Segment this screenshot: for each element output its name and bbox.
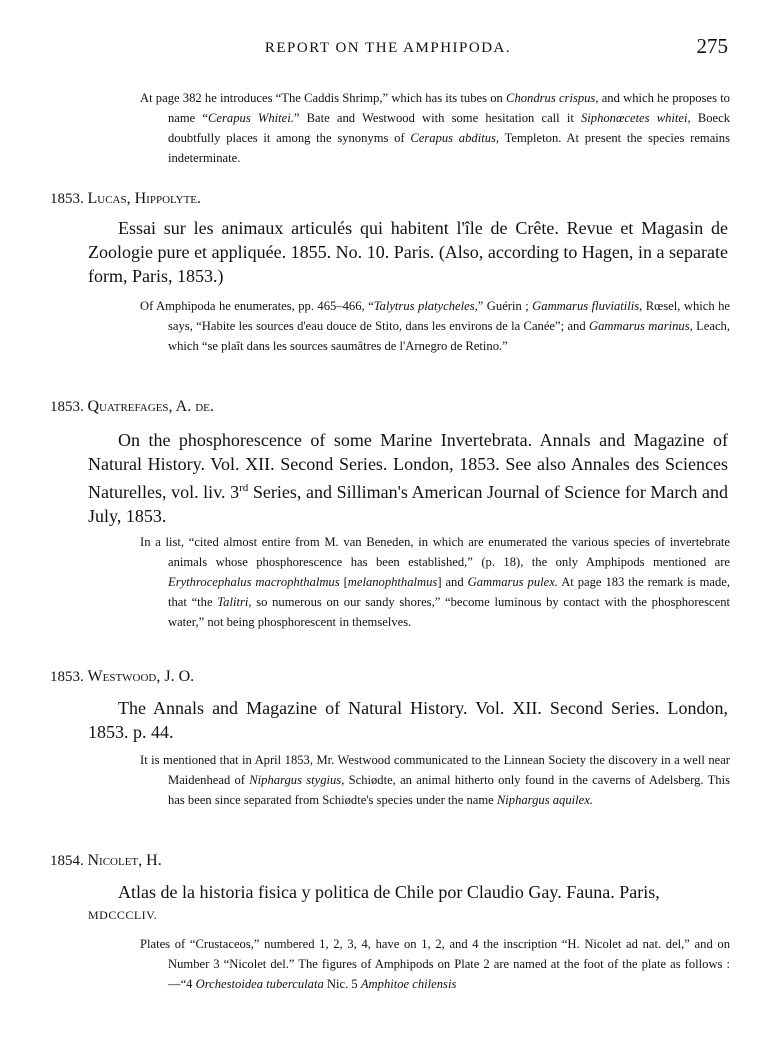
entry-heading: [50, 190, 201, 208]
entry-author: Westwood, J. O.: [87, 668, 195, 685]
note-caddis-shrimp: At page 382 he introduces “The Caddis Shrimp,” which has its tubes on Chondrus crispus, and which he proposes to name “Cerapus Whitei.” Bate and Westwood with some hesitation call it Siphonœcetes whitei, Boeck doubtfully places it among the synonyms of Cerapus abditus, Templeton. At present the species remains indeterminate.: [140, 91, 730, 165]
entry-citation-date: MDCCCLIV.: [88, 908, 158, 922]
entry-citation: The Annals and Magazine of Natural History. Vol. XII. Second Series. London, 1853. p. 44.: [88, 698, 728, 742]
entry-citation: On the phosphorescence of some Marine Invertebrata. Annals and Magazine of Natural History. Vol. XII. Second Series. London, 1853. See also Annales des Sciences Naturelles, vol. liv. 3rd Series, and Silliman's American Journal of Science for March and July, 1853.: [88, 430, 729, 526]
entry-heading: [50, 668, 194, 686]
entry-year: 1853.: [50, 191, 84, 207]
entry-year: 1854.: [50, 853, 84, 869]
entry-note: In a list, “cited almost entire from M. van Beneden, in which are enumerated the various species of invertebrate animals whose phosphorescence has been established,” (p. 18), the only Amphipods mentioned are Erythrocephalus macrophthalmus [melanophthalmus] and Gammarus pulex. At page 183 the remark is made, that “the Talitri, so numerous on our sandy shores,” “become luminous by contact with the phosphorescent water,” not being phosphorescent in themselves.: [140, 535, 730, 629]
entry-author: Lucas, Hippolyte.: [87, 190, 202, 207]
running-header: REPORT ON THE AMPHIPODA.: [264, 40, 512, 56]
entry-heading: [50, 398, 214, 416]
entry-note: Plates of “Crustaceos,” numbered 1, 2, 3, 4, have on 1, 2, and 4 the inscription “H. Nicolet ad nat. del,” and on Number 3 “Nicolet del.” The figures of Amphipods on Plate 2 are named at the foot of the plate as follows :—“4 Orchestoidea tuberculata Nic. 5 Amphitoe chilensis: [140, 937, 730, 991]
entry-author: Nicolet, H.: [87, 852, 162, 869]
entry-note: It is mentioned that in April 1853, Mr. Westwood communicated to the Linnean Society the discovery in a well near Maidenhead of Niphargus stygius, Schiødte, an animal hitherto only found in the caverns of Adelsberg. This has been since separated from Schiødte's species under the name Niphargus aquilex.: [140, 753, 730, 807]
entry-note: Of Amphipoda he enumerates, pp. 465–466, “Talytrus platycheles,” Guérin ; Gammarus fluviatilis, Rœsel, which he says, “Habite les sources d'eau douce de Stito, dans les environs de la Canée”; and Gammarus marinus, Leach, which “se plaît dans les sources saumâtres de l'Arnegro de Retino.”: [140, 299, 730, 353]
entry-citation: Essai sur les animaux articulés qui habitent l'île de Crête. Revue et Magasin de Zoologie pure et appliquée. 1855. No. 10. Paris. (Also, according to Hagen, in a separate form, Paris, 1853.): [88, 218, 728, 286]
entry-citation: Atlas de la historia fisica y politica de Chile por Claudio Gay. Fauna. Paris,: [118, 882, 660, 902]
entry-year: 1853.: [50, 399, 84, 415]
entry-heading: [50, 852, 162, 870]
page-number: 275: [696, 34, 728, 58]
entry-year: 1853.: [50, 669, 84, 685]
entry-author: Quatrefages, A. de.: [87, 398, 214, 415]
